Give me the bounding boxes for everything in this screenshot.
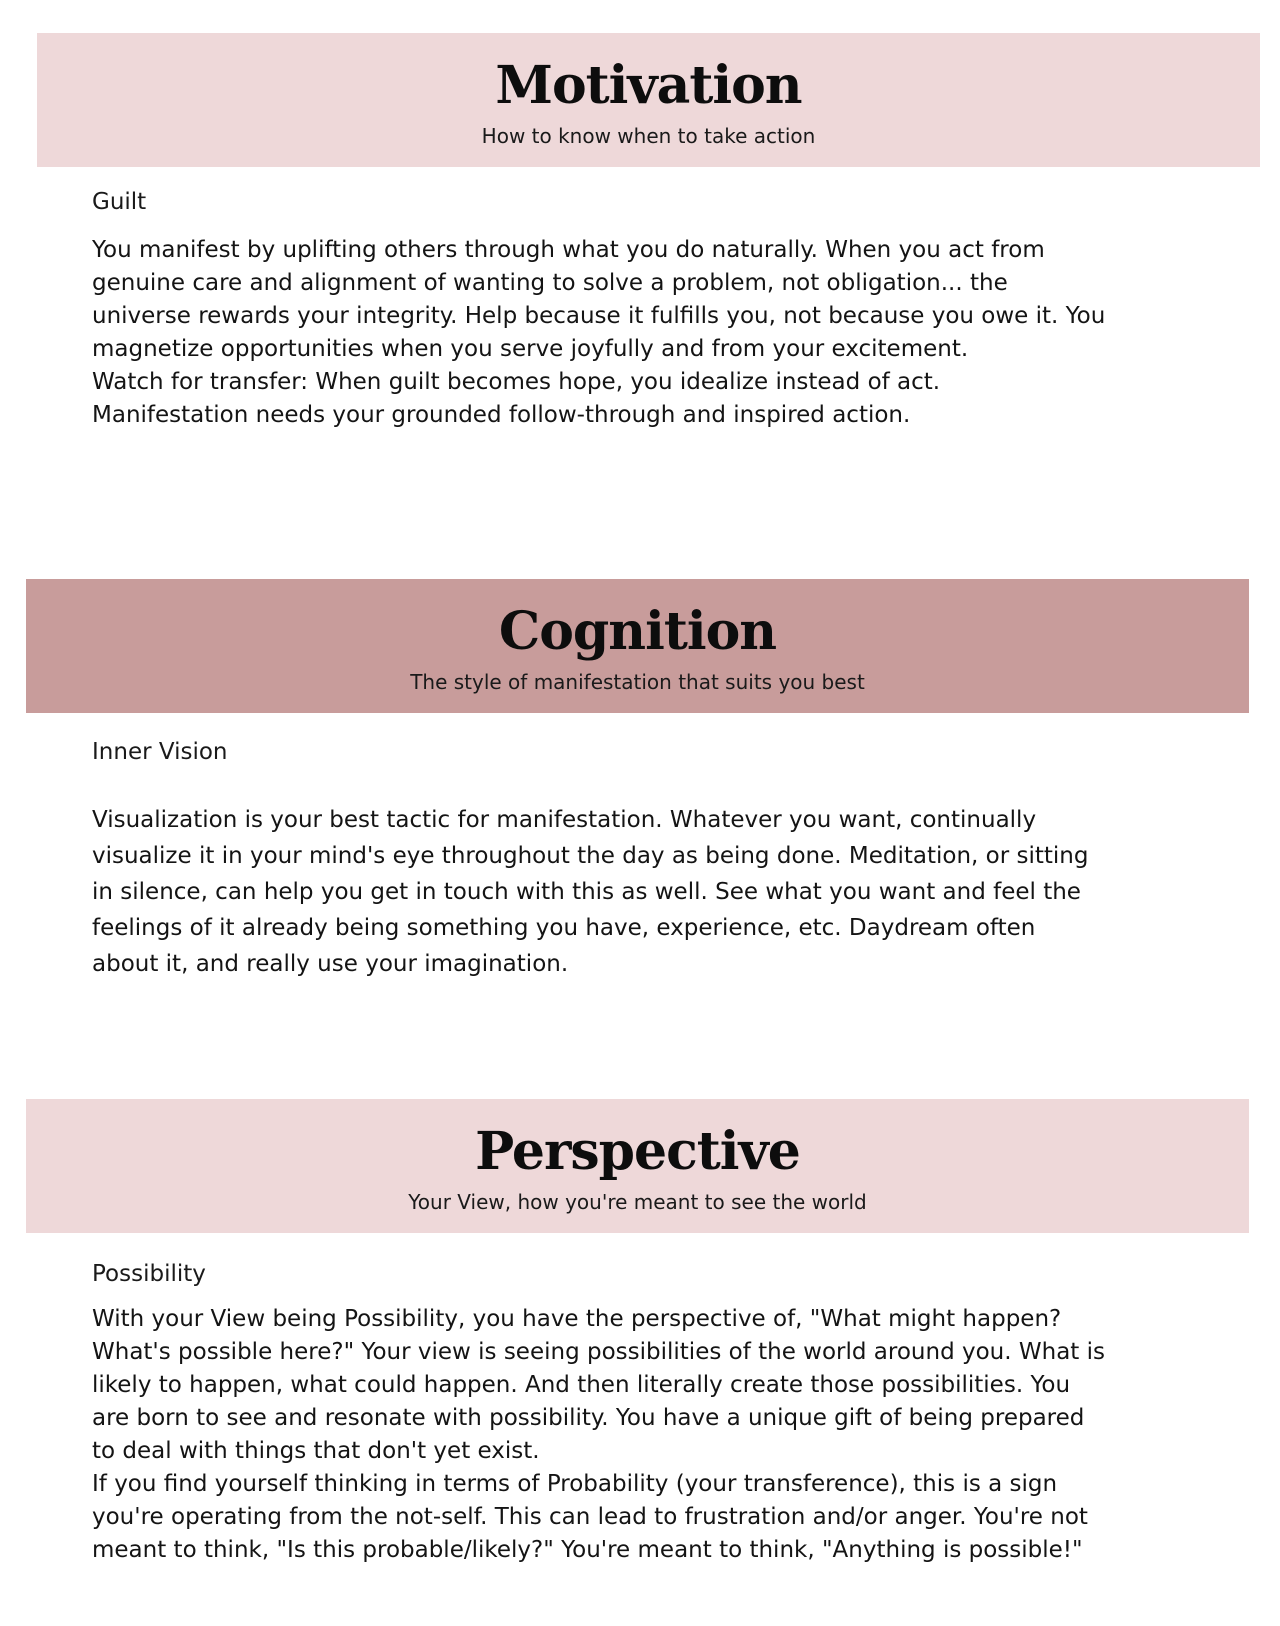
paragraph-line: Watch for transfer: When guilt becomes hope, you idealize instead of act.	[92, 369, 941, 395]
paragraph-line: about it, and really use your imagination.	[92, 951, 569, 977]
cognition-title: Cognition	[498, 601, 777, 662]
paragraph-line: you're operating from the not-self. This can lead to frustration and/or anger. You're not	[92, 1504, 1088, 1530]
paragraph-line: in silence, can help you get in touch with this as well. See what you want and feel the	[92, 879, 1081, 905]
perspective-subtitle: Your View, how you're meant to see the world	[408, 1190, 867, 1214]
cognition-subtitle: The style of manifestation that suits you best	[410, 670, 865, 694]
motivation-subtitle: How to know when to take action	[481, 124, 816, 148]
perspective-type-heading: Possibility	[92, 1261, 206, 1287]
paragraph-line: feelings of it already being something you have, experience, etc. Daydream often	[92, 915, 1036, 941]
paragraph-line: With your View being Possibility, you have the perspective of, "What might happen?	[92, 1306, 1062, 1332]
paragraph-line: Visualization is your best tactic for manifestation. Whatever you want, continually	[92, 807, 1037, 833]
paragraph-line: If you find yourself thinking in terms of Probability (your transference), this is a sign	[92, 1471, 1058, 1497]
motivation-title: Motivation	[495, 55, 802, 116]
motivation-header-band	[37, 33, 1260, 167]
cognition-header-band	[26, 579, 1249, 713]
cognition-type-heading: Inner Vision	[92, 739, 228, 765]
paragraph-line: magnetize opportunities when you serve joyfully and from your excitement.	[92, 336, 969, 362]
paragraph-line: to deal with things that don't yet exist.	[92, 1438, 540, 1464]
paragraph-line: What's possible here?" Your view is seeing possibilities of the world around you. What is	[92, 1339, 1105, 1365]
paragraph-line: meant to think, "Is this probable/likely?" You're meant to think, "Anything is possible!"	[92, 1537, 1083, 1563]
paragraph-line: are born to see and resonate with possibility. You have a unique gift of being prepared	[92, 1405, 1085, 1431]
paragraph-line: Manifestation needs your grounded follow-through and inspired action.	[92, 402, 911, 428]
paragraph-line: likely to happen, what could happen. And then literally create those possibilities. You	[92, 1372, 1071, 1398]
paragraph-line: universe rewards your integrity. Help because it fulfills you, not because you owe it. You	[92, 303, 1106, 329]
perspective-title: Perspective	[475, 1121, 800, 1182]
paragraph-line: genuine care and alignment of wanting to solve a problem, not obligation... the	[92, 270, 1008, 296]
perspective-paragraph	[92, 1303, 1202, 1567]
cognition-paragraph	[92, 802, 1202, 982]
paragraph-line: You manifest by uplifting others through what you do naturally. When you act from	[92, 237, 1045, 263]
paragraph-line: visualize it in your mind's eye throughout the day as being done. Meditation, or sitting	[92, 843, 1089, 869]
perspective-header-band	[26, 1099, 1249, 1233]
motivation-paragraph	[92, 234, 1202, 432]
motivation-type-heading: Guilt	[92, 189, 147, 215]
